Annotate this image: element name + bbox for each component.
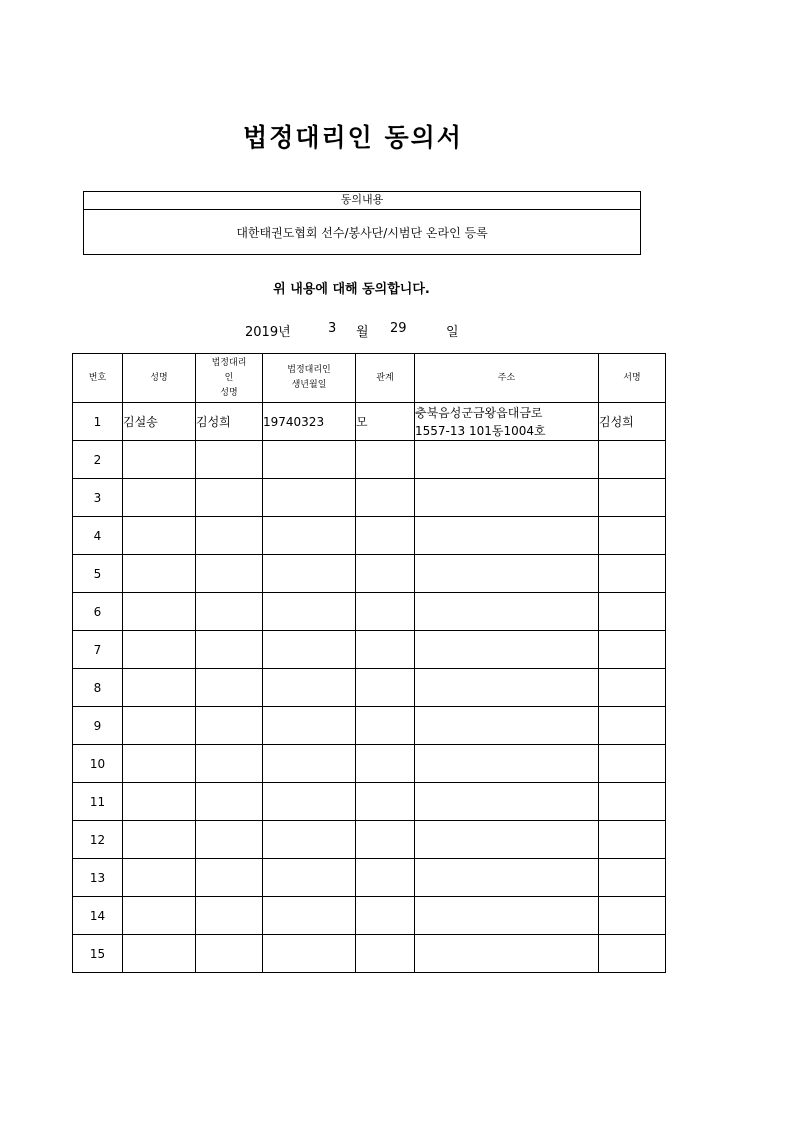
- row-name: [123, 441, 196, 479]
- row-signature: 김성희: [599, 403, 666, 441]
- row-signature: [599, 517, 666, 555]
- row-name: [123, 897, 196, 935]
- row-signature: [599, 441, 666, 479]
- row-signature: [599, 669, 666, 707]
- row-address: [415, 669, 599, 707]
- row-number: 4: [73, 517, 123, 555]
- row-guardian-birth: [263, 859, 356, 897]
- row-guardian-birth: [263, 897, 356, 935]
- row-signature: [599, 593, 666, 631]
- row-guardian-birth: [263, 783, 356, 821]
- row-address-line1: 충북음성군금왕읍대금로: [415, 405, 543, 420]
- row-number: 11: [73, 783, 123, 821]
- row-name: 김설송: [123, 403, 196, 441]
- table-row: [73, 707, 666, 745]
- row-name: [123, 517, 196, 555]
- row-guardian-birth: [263, 935, 356, 973]
- row-address: [415, 517, 599, 555]
- header-signature: 서명: [599, 354, 666, 403]
- table-row: [73, 403, 666, 441]
- row-name: [123, 745, 196, 783]
- row-guardian-birth: [263, 517, 356, 555]
- row-relation: [356, 593, 415, 631]
- row-relation: [356, 745, 415, 783]
- row-address: [415, 745, 599, 783]
- row-relation: [356, 821, 415, 859]
- table-row: [73, 593, 666, 631]
- row-guardian-birth: [263, 631, 356, 669]
- row-guardian-birth: [263, 821, 356, 859]
- row-relation: [356, 517, 415, 555]
- row-guardian-birth: [263, 479, 356, 517]
- date-month: 3: [328, 321, 337, 336]
- row-address: [415, 821, 599, 859]
- table-row: [73, 517, 666, 555]
- header-guardian-name-line1: 법정대리: [211, 357, 247, 368]
- table-row: [73, 821, 666, 859]
- row-guardian-name: [196, 821, 263, 859]
- row-relation: [356, 441, 415, 479]
- header-name: 성명: [123, 354, 196, 403]
- consent-body: 대한태권도협회 선수/봉사단/시범단 온라인 등록: [236, 226, 488, 240]
- page-title: 법정대리인 동의서: [243, 123, 463, 152]
- header-guardian-name: [196, 354, 263, 403]
- row-address: [415, 479, 599, 517]
- row-number: 13: [73, 859, 123, 897]
- consent-header: 동의내용: [84, 192, 640, 210]
- row-signature: [599, 555, 666, 593]
- row-name: [123, 935, 196, 973]
- table-row: [73, 479, 666, 517]
- row-guardian-name: [196, 479, 263, 517]
- row-number: 14: [73, 897, 123, 935]
- date-month-unit: 월: [356, 325, 369, 340]
- header-guardian-birth: [263, 354, 356, 403]
- row-address: [415, 555, 599, 593]
- table-row: [73, 783, 666, 821]
- row-number: 12: [73, 821, 123, 859]
- consent-box: [83, 191, 641, 255]
- row-number: 8: [73, 669, 123, 707]
- header-number: 번호: [73, 354, 123, 403]
- row-guardian-name: [196, 707, 263, 745]
- table-header-row: [73, 354, 666, 403]
- row-guardian-birth: [263, 669, 356, 707]
- row-number: 7: [73, 631, 123, 669]
- row-guardian-birth: [263, 593, 356, 631]
- row-name: [123, 707, 196, 745]
- row-relation: [356, 859, 415, 897]
- row-relation: [356, 935, 415, 973]
- row-guardian-name: [196, 593, 263, 631]
- row-signature: [599, 479, 666, 517]
- row-address-line2: 1557-13 101동1004호: [415, 423, 546, 438]
- row-signature: [599, 821, 666, 859]
- header-guardian-birth-line2: 생년월일: [291, 380, 327, 390]
- row-guardian-name: [196, 517, 263, 555]
- row-name: [123, 669, 196, 707]
- table-row: [73, 897, 666, 935]
- row-relation: 모: [356, 403, 415, 441]
- row-relation: [356, 783, 415, 821]
- row-guardian-birth: [263, 555, 356, 593]
- row-number: 2: [73, 441, 123, 479]
- header-relation: 관계: [356, 354, 415, 403]
- row-guardian-birth: 19740323: [263, 403, 356, 441]
- row-name: [123, 593, 196, 631]
- row-number: 6: [73, 593, 123, 631]
- guardian-table: [72, 353, 666, 973]
- row-address: [415, 859, 599, 897]
- row-name: [123, 631, 196, 669]
- row-guardian-name: [196, 897, 263, 935]
- row-guardian-birth: [263, 707, 356, 745]
- table-row: [73, 669, 666, 707]
- row-signature: [599, 859, 666, 897]
- row-guardian-name: [196, 631, 263, 669]
- row-relation: [356, 669, 415, 707]
- row-number: 10: [73, 745, 123, 783]
- header-guardian-birth-line1: 법정대리인: [287, 365, 331, 375]
- row-relation: [356, 631, 415, 669]
- table-row: [73, 859, 666, 897]
- header-guardian-name-line2: 인: [224, 372, 234, 383]
- row-address: [415, 631, 599, 669]
- row-signature: [599, 707, 666, 745]
- row-signature: [599, 631, 666, 669]
- row-name: [123, 555, 196, 593]
- row-guardian-name: 김성희: [196, 403, 263, 441]
- row-guardian-birth: [263, 745, 356, 783]
- row-address: [415, 935, 599, 973]
- row-address: [415, 403, 599, 441]
- row-guardian-name: [196, 441, 263, 479]
- row-address: [415, 593, 599, 631]
- table-row: [73, 441, 666, 479]
- row-signature: [599, 783, 666, 821]
- table-row: [73, 935, 666, 973]
- row-signature: [599, 745, 666, 783]
- row-guardian-name: [196, 669, 263, 707]
- row-address: [415, 441, 599, 479]
- header-guardian-name-line3: 성명: [220, 387, 238, 398]
- row-relation: [356, 555, 415, 593]
- row-number: 9: [73, 707, 123, 745]
- row-guardian-name: [196, 783, 263, 821]
- row-number: 3: [73, 479, 123, 517]
- row-address: [415, 897, 599, 935]
- row-guardian-birth: [263, 441, 356, 479]
- row-relation: [356, 707, 415, 745]
- date-day: 29: [390, 321, 407, 336]
- row-name: [123, 859, 196, 897]
- date-year: 2019년: [245, 325, 291, 340]
- consent-statement: 위 내용에 대해 동의합니다.: [273, 282, 430, 297]
- header-address: 주소: [415, 354, 599, 403]
- row-name: [123, 821, 196, 859]
- table-row: [73, 555, 666, 593]
- row-guardian-name: [196, 745, 263, 783]
- row-guardian-name: [196, 859, 263, 897]
- row-name: [123, 479, 196, 517]
- row-relation: [356, 479, 415, 517]
- row-name: [123, 783, 196, 821]
- date-day-unit: 일: [446, 325, 459, 340]
- row-signature: [599, 935, 666, 973]
- row-relation: [356, 897, 415, 935]
- table-row: [73, 745, 666, 783]
- row-address: [415, 707, 599, 745]
- row-number: 1: [73, 403, 123, 441]
- row-address: [415, 783, 599, 821]
- row-guardian-name: [196, 935, 263, 973]
- row-guardian-name: [196, 555, 263, 593]
- row-signature: [599, 897, 666, 935]
- row-number: 15: [73, 935, 123, 973]
- table-row: [73, 631, 666, 669]
- row-number: 5: [73, 555, 123, 593]
